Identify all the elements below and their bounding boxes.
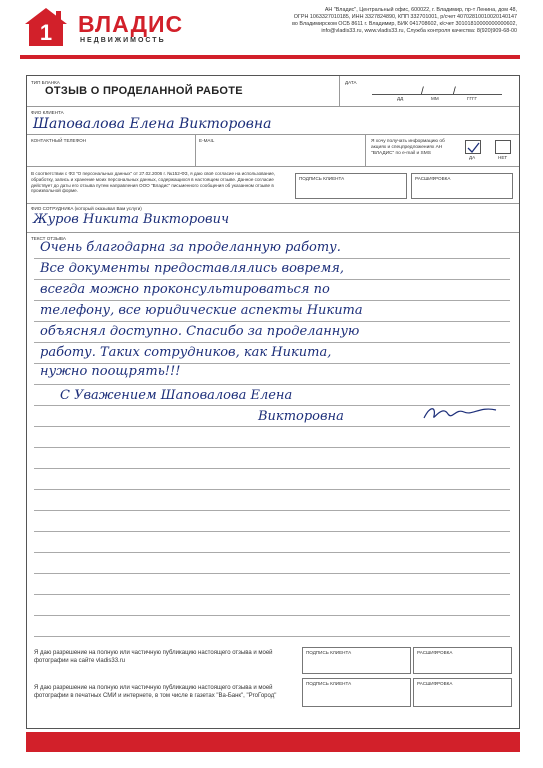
review-line: Все документы предоставлялись вовремя, [40, 261, 345, 276]
date-year-label: ГГГГ [467, 96, 477, 101]
press-decode-box[interactable] [413, 678, 512, 707]
press-signature-box[interactable] [302, 678, 411, 707]
review-line: работу. Таких сотрудников, как Никита, [40, 345, 332, 360]
client-name-value[interactable]: Шаповалова Елена Викторовна [33, 116, 272, 132]
brand-name: ВЛАДИС [78, 11, 184, 37]
footer-bar [26, 732, 520, 752]
yes-checkbox[interactable] [465, 140, 481, 154]
date-day-label: ДД [397, 96, 404, 101]
no-label: НЕТ [498, 155, 508, 160]
company-line: АН "Владис", Центральный офис, 600022, г. Владимир, пр-т Ленина, дом 48, [324, 7, 517, 13]
type-label: ТИП БЛАНКА [31, 80, 60, 85]
brand-subtitle: НЕДВИЖИМОСТЬ [80, 37, 166, 44]
review-label: ТЕКСТ ОТЗЫВА [31, 236, 66, 241]
email-label: E-MAIL [199, 138, 215, 143]
review-line: объяснял доступно. Спасибо за проделанную [40, 324, 360, 339]
consent-text: В соответствии с ФЗ "О персональных данных" от 27.02.2006 г. №152-ФЗ, я даю своё согласие на использование, обработку, запись и хранение моих персональных данных, содержащихся в настоящем отзыве. Данное согласие действует до даты его отзыва путем направления ООО "Владис" письменного сообщения об указанном отзыве в произвольной форме. [31, 171, 276, 194]
form-title: ОТЗЫВ О ПРОДЕЛАННОЙ РАБОТЕ [45, 85, 243, 97]
yes-label: ДА [469, 155, 476, 160]
info-consent-text: Я хочу получать информацию об акциях и спецпредложениях АН "ВЛАДИС" по e-mail и SMS [371, 139, 445, 156]
no-checkbox[interactable] [495, 140, 511, 154]
client-name-label: ФИО КЛИЕНТА [31, 110, 64, 115]
press-signature-label: ПОДПИСЬ КЛИЕНТА [306, 681, 352, 686]
publish-press-text: Я даю разрешение на полную или частичную публикацию настоящего отзыва и моей фотографии в печатных СМИ и интернете, в том числе в газетах "Ва-Банк", "ProГород" [34, 685, 277, 699]
client-signature-box[interactable] [295, 173, 407, 199]
company-line: во Владимирском ОСБ 8611 г. Владимир, БИК 041708602, к/счет 30101810000000000602, [292, 21, 517, 27]
site-decode-label: РАСШИФРОВКА [417, 650, 453, 655]
date-label: ДАТА [345, 80, 357, 85]
review-line: всегда можно проконсультироваться по [40, 282, 330, 297]
header-divider [20, 55, 520, 59]
logo-house-icon [25, 8, 67, 46]
checkmark-icon [466, 142, 480, 154]
employee-value[interactable]: Журов Никита Викторович [33, 212, 230, 227]
decode-label: РАСШИФРОВКА [415, 176, 451, 181]
date-field[interactable] [372, 94, 502, 95]
company-line: ОГРН 1063327010185, ИНН 3327824890, КПП 332701001, р/счет 40702810010020140147 [293, 14, 517, 20]
phone-label: КОНТАКТНЫЙ ТЕЛЕФОН [31, 138, 87, 143]
publish-site-text: Я даю разрешение на полную или частичную публикацию настоящего отзыва и моей фотографии на сайте vladis33.ru [34, 650, 273, 664]
review-line: нужно поощрять!!! [40, 364, 181, 379]
decode-box[interactable] [411, 173, 513, 199]
client-signature-label: ПОДПИСЬ КЛИЕНТА [299, 176, 345, 181]
company-line: info@vladis33.ru, www.vladis33.ru, Служба контроля качества: 8(920)909-68-00 [321, 28, 517, 34]
review-line: Викторовна [258, 409, 344, 424]
review-line: телефону, все юридические аспекты Никита [40, 303, 363, 318]
review-form: ТИП БЛАНКА ОТЗЫВ О ПРОДЕЛАННОЙ РАБОТЕ ДАТА / / ДД ММ ГГГГ ФИО КЛИЕНТА Шаповалова Елена Викторовна КОНТАКТНЫЙ ТЕЛЕФОН E-MAIL Я хочу получать информацию об акциях и спецпредложениях АН "ВЛАДИС" по e-mail и SMS ДА НЕТ В соответствии с ФЗ "О персональных данных" от 27.02.2006 г. №152-ФЗ, я даю своё согласие на использование, обработку, запись и хранение моих персональных данных, содержащихся в настоящем отзыве. Данное согласие действует до даты его отзыва путем направления ООО "Владис" письменного сообщения об указанном отзыве в произвольной форме. ПОДПИСЬ КЛИЕНТА РАСШИФРОВКА ФИО СОТРУДНИКА (который оказывал Вам услуги) Журов Никита Викторович ТЕКСТ ОТЗЫВА [26, 75, 520, 729]
press-decode-label: РАСШИФРОВКА [417, 681, 453, 686]
review-line: С Уважением Шаповалова Елена [60, 388, 293, 403]
review-line: Очень благодарна за проделанную работу. [40, 240, 341, 255]
employee-label: ФИО СОТРУДНИКА (который оказывал Вам услуги) [31, 206, 142, 211]
site-signature-label: ПОДПИСЬ КЛИЕНТА [306, 650, 352, 655]
site-decode-box[interactable] [413, 647, 512, 674]
logo-digit: 1 [39, 20, 53, 45]
company-details [187, 7, 517, 35]
date-month-label: ММ [431, 96, 439, 101]
client-signature-icon [420, 402, 500, 424]
site-signature-box[interactable] [302, 647, 411, 674]
